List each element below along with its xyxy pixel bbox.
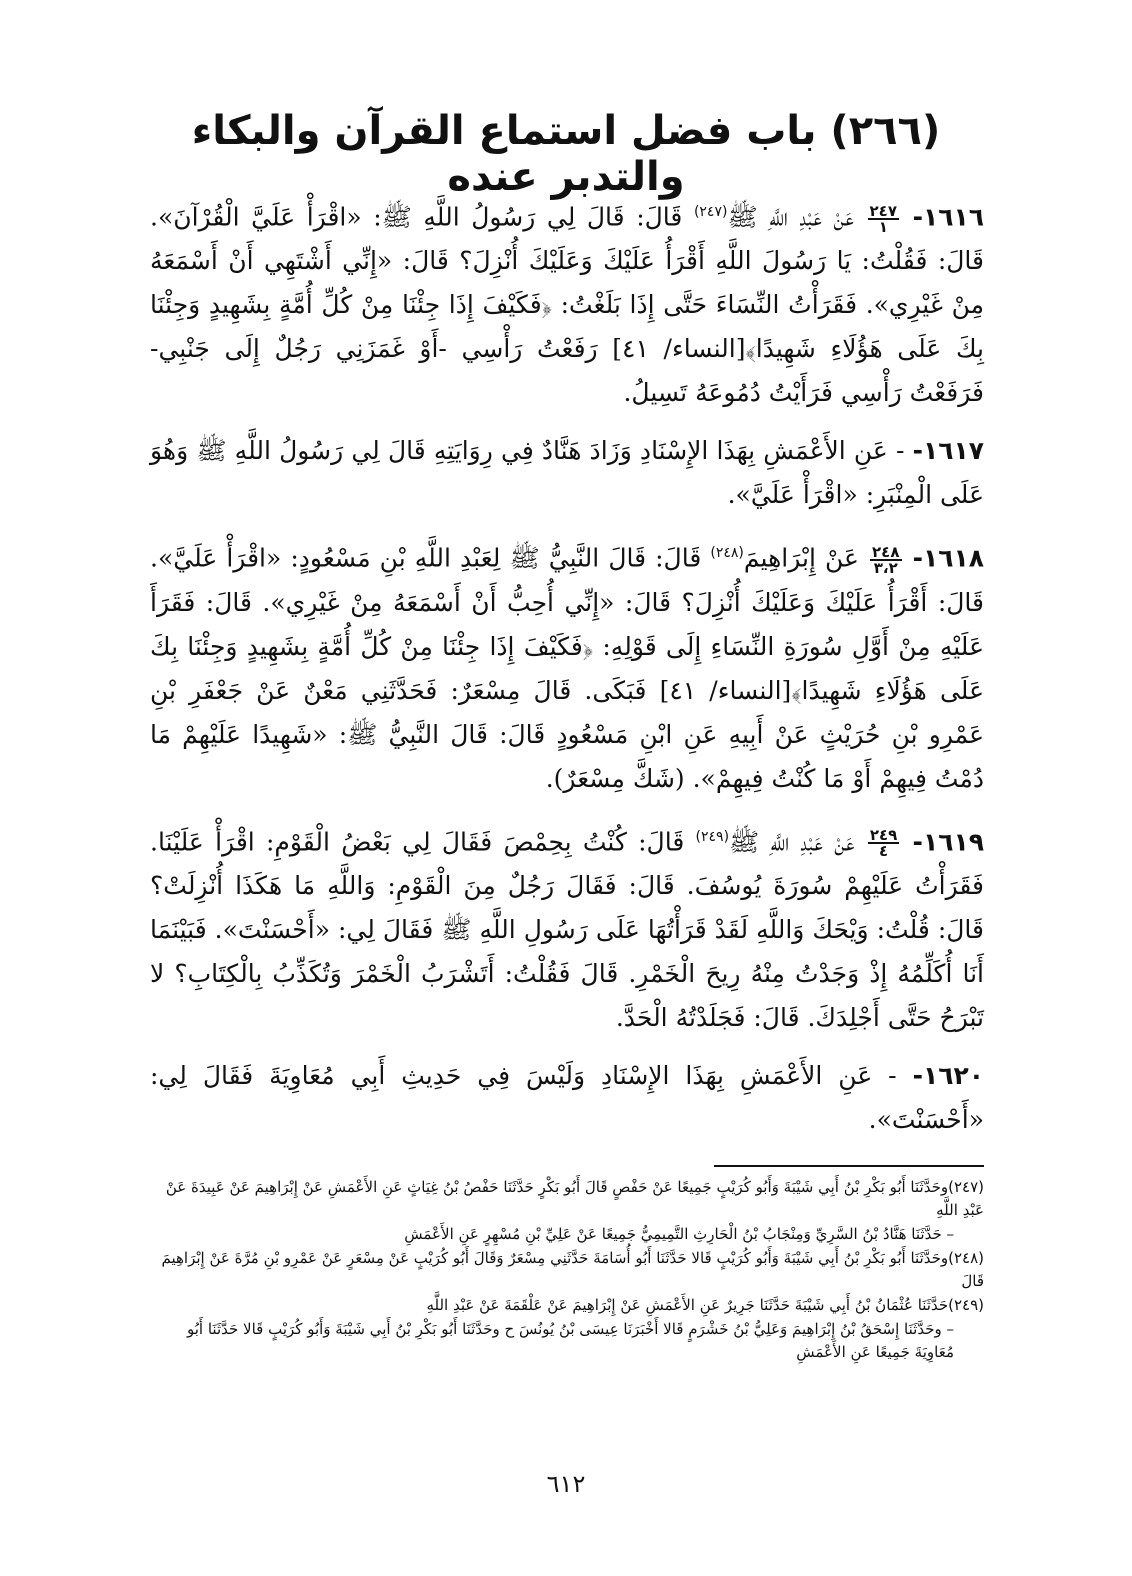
footnote-ref: (٢٤٨): [710, 545, 744, 562]
hadith-opening: عَنْ عَبْدِ اللَّهِ ﷺ: [729, 826, 855, 856]
hadith-number: ١٦٢٠-: [912, 1060, 984, 1090]
hadith-text: - عَنِ الأَعْمَشِ بِهَذَا الإِسْنَادِ وَزَادَ هَنَّادٌ فِي رِوَايَتِهِ قَالَ لِي رَسُولُ اللَّهِ ﷺ وَهُوَ عَلَى الْمِنْبَرِ: «اقْرَأْ عَلَيَّ».: [150, 436, 984, 510]
hadith-opening: عَنْ إِبْرَاهِيمَ: [743, 543, 859, 573]
fraction-top: ٢٤٨: [872, 543, 900, 562]
footnote-number: (٢٤٧): [948, 1178, 984, 1196]
hadith-text: قَالَ: قَالَ النَّبِيُّ ﷺ لِعَبْدِ اللَّهِ بْنِ مَسْعُودٍ: «اقْرَأْ عَلَيَّ». قَالَ: أَقْرَأُ عَلَيْكَ وَعَلَيْكَ أُنْزِلَ؟ قَالَ: «إِنِّي أُحِبُّ أَنْ أَسْمَعَهُ مِنْ غَيْرِي». قَالَ: فَقَرَأَ عَلَيْهِ مِنْ أَوَّلِ سُورَةِ النِّسَاءِ إِلَى قَوْلِهِ: ﴿فَكَيْفَ إِذَا جِئْنَا مِنْ كُلِّ أُمَّةٍ بِشَهِيدٍ وَجِئْنَا بِكَ عَلَى هَؤُلَاءِ شَهِيدًا﴾[النساء/ ٤١] فَبَكَى. قَالَ مِسْعَرٌ: فَحَدَّثَنِي مَعْنٌ عَنْ جَعْفَرِ بْنِ عَمْرِو بْنِ حُرَيْثٍ عَنْ أَبِيهِ عَنِ ابْنِ مَسْعُودٍ قَالَ: قَالَ النَّبِيُّ ﷺ: «شَهِيدًا عَلَيْهِمْ مَا دُمْتُ فِيهِمْ أَوْ مَا كُنْتُ فِيهِمْ». (شَكَّ مِسْعَرٌ).: [150, 543, 984, 793]
hadith-1616: [150, 190, 984, 415]
hadith-1620: [150, 1054, 984, 1142]
footnote-247-continued: [150, 1223, 984, 1246]
chapter-title: (٢٦٦) باب فضل استماع القرآن والبكاء والتدبر عنده: [191, 108, 941, 200]
footnote-divider: [714, 1165, 984, 1167]
hadith-number: ١٦١٧-: [912, 436, 984, 466]
hadith-text: قَالَ: قَالَ لِي رَسُولُ اللَّهِ ﷺ: «اقْرَأْ عَلَيَّ الْقُرْآنَ». قَالَ: فَقُلْتُ: يَا رَسُولَ اللَّهِ أَقْرَأُ عَلَيْكَ وَعَلَيْكَ أُنْزِلَ؟ قَالَ: «إِنِّي أَشْتَهِي أَنْ أَسْمَعَهُ مِنْ غَيْرِي». فَقَرَأْتُ النِّسَاءَ حَتَّى إِذَا بَلَغْتُ: ﴿فَكَيْفَ إِذَا جِئْنَا مِنْ كُلِّ أُمَّةٍ بِشَهِيدٍ وَجِئْنَا بِكَ عَلَى هَؤُلَاءِ شَهِيدًا﴾[النساء/ ٤١] رَفَعْتُ رَأْسِي -أَوْ غَمَزَنِي رَجُلٌ إِلَى جَنْبِي- فَرَفَعْتُ رَأْسِي فَرَأَيْتُ دُمُوعَهُ تَسِيلُ.: [150, 202, 984, 408]
footnote-ref: (٢٤٩): [695, 828, 730, 845]
hadith-fraction: [868, 826, 899, 861]
fraction-top: ٢٤٩: [869, 826, 898, 845]
hadith-text: - عَنِ الأَعْمَشِ بِهَذَا الإِسْنَادِ وَلَيْسَ فِي حَدِيثِ أَبِي مُعَاوِيَةَ فَقَالَ لِي: «أَحْسَنْتَ».: [150, 1060, 984, 1134]
footnote-number: (٢٤٩): [948, 1296, 984, 1314]
hadith-list: [150, 190, 984, 1156]
footnote-number: (٢٤٨): [948, 1249, 984, 1267]
hadith-1617: [150, 429, 984, 517]
hadith-opening: عَنْ عَبْدِ اللَّهِ ﷺ: [727, 202, 854, 232]
hadith-fraction: [868, 201, 899, 236]
fraction-top: ٢٤٧: [869, 201, 897, 220]
hadith-number: ١٦١٩-: [912, 826, 984, 856]
footnotes: [150, 1176, 984, 1365]
footnote-ref: (٢٤٧): [693, 204, 728, 220]
footnote-text: – وحَدَّثَنَا إِسْحَقُ بْنُ إِبْرَاهِيمَ وَعَلِيُّ بْنُ خَشْرَمٍ قَالا أَخْبَرَنَا عِيسَى بْنُ يُونُسَ ح وحَدَّثَنَا أَبُو بَكْرِ بْنُ أَبِي شَيْبَةَ وَأَبُو كُرَيْبٍ قَالا حَدَّثَنَا أَبُو مُعَاوِيَةَ جَمِيعًا عَنِ الأَعْمَشِ: [187, 1320, 954, 1361]
footnote-249-continued: [150, 1318, 984, 1364]
footnote-249: [150, 1294, 984, 1317]
hadith-fraction: [870, 543, 901, 578]
hadith-1619: [150, 815, 984, 1040]
page-number: ٦١٢: [546, 1470, 586, 1498]
footnote-text: وحَدَّثَنَا أَبُو بَكْرِ بْنُ أَبِي شَيْبَةَ وَأَبُو كُرَيْبٍ جَمِيعًا عَنْ حَفْصٍ قَالَ أَبُو بَكْرٍ حَدَّثَنَا حَفْصُ بْنُ غِيَاثٍ عَنِ الأَعْمَشِ عَنْ إِبْرَاهِيمَ عَنْ عَبِيدَةَ عَنْ عَبْدِ اللَّهِ: [165, 1178, 984, 1219]
hadith-1618: [150, 531, 984, 800]
hadith-number: ١٦١٦-: [912, 202, 985, 232]
fraction-bottom: ١: [878, 217, 888, 236]
footnote-247: [150, 1176, 984, 1222]
fraction-bottom: ٣،٢: [873, 559, 898, 578]
footnote-text: حَدَّثَنَا عُثْمَانُ بْنُ أَبِي شَيْبَةَ حَدَّثَنَا جَرِيرٌ عَنِ الأَعْمَشِ عَنْ إِبْرَاهِيمَ عَنْ عَلْقَمَةَ عَنْ عَبْدِ اللَّهِ: [426, 1296, 949, 1314]
footnote-text: وحَدَّثَنَا أَبُو بَكْرِ بْنُ أَبِي شَيْبَةَ وَأَبُو كُرَيْبٍ قَالا حَدَّثَنَا أَبُو أُسَامَةَ حَدَّثَنِي مِسْعَرٌ وَقَالَ أَبُو كُرَيْبٍ عَنْ مِسْعَرٍ عَنْ عَمْرِو بْنِ مُرَّةَ عَنْ إِبْرَاهِيمَ قَالَ: [161, 1249, 984, 1290]
fraction-bottom: ٤: [878, 842, 889, 861]
hadith-text: قَالَ: كُنْتُ بِحِمْصَ فَقَالَ لِي بَعْضُ الْقَوْمِ: اقْرَأْ عَلَيْنَا. فَقَرَأْتُ عَلَيْهِمْ سُورَةَ يُوسُفَ. قَالَ: فَقَالَ رَجُلٌ مِنَ الْقَوْمِ: وَاللَّهِ مَا هَكَذَا أُنْزِلَتْ؟ قَالَ: قُلْتُ: وَيْحَكَ وَاللَّهِ لَقَدْ قَرَأْتُهَا عَلَى رَسُولِ اللَّهِ ﷺ فَقَالَ لِي: «أَحْسَنْتَ». فَبَيْنَمَا أَنَا أُكَلِّمُهُ إِذْ وَجَدْتُ مِنْهُ رِيحَ الْخَمْرِ. قَالَ فَقُلْتُ: أَتَشْرَبُ الْخَمْرَ وَتُكَذِّبُ بِالْكِتَابِ؟ لا تَبْرَحُ حَتَّى أَجْلِدَكَ. قَالَ: فَجَلَدْتُهُ الْحَدَّ.: [150, 826, 985, 1032]
hadith-number: ١٦١٨-: [912, 543, 985, 573]
footnote-248: [150, 1247, 984, 1293]
footnote-text: – حَدَّثَنَا هَنَّادُ بْنُ السَّرِيِّ وَمِنْجَابُ بْنُ الْحَارِثِ التَّمِيمِيُّ جَمِيعًا عَنْ عَلِيِّ بْنِ مُسْهِرٍ عَنِ الأَعْمَشِ: [404, 1225, 954, 1243]
